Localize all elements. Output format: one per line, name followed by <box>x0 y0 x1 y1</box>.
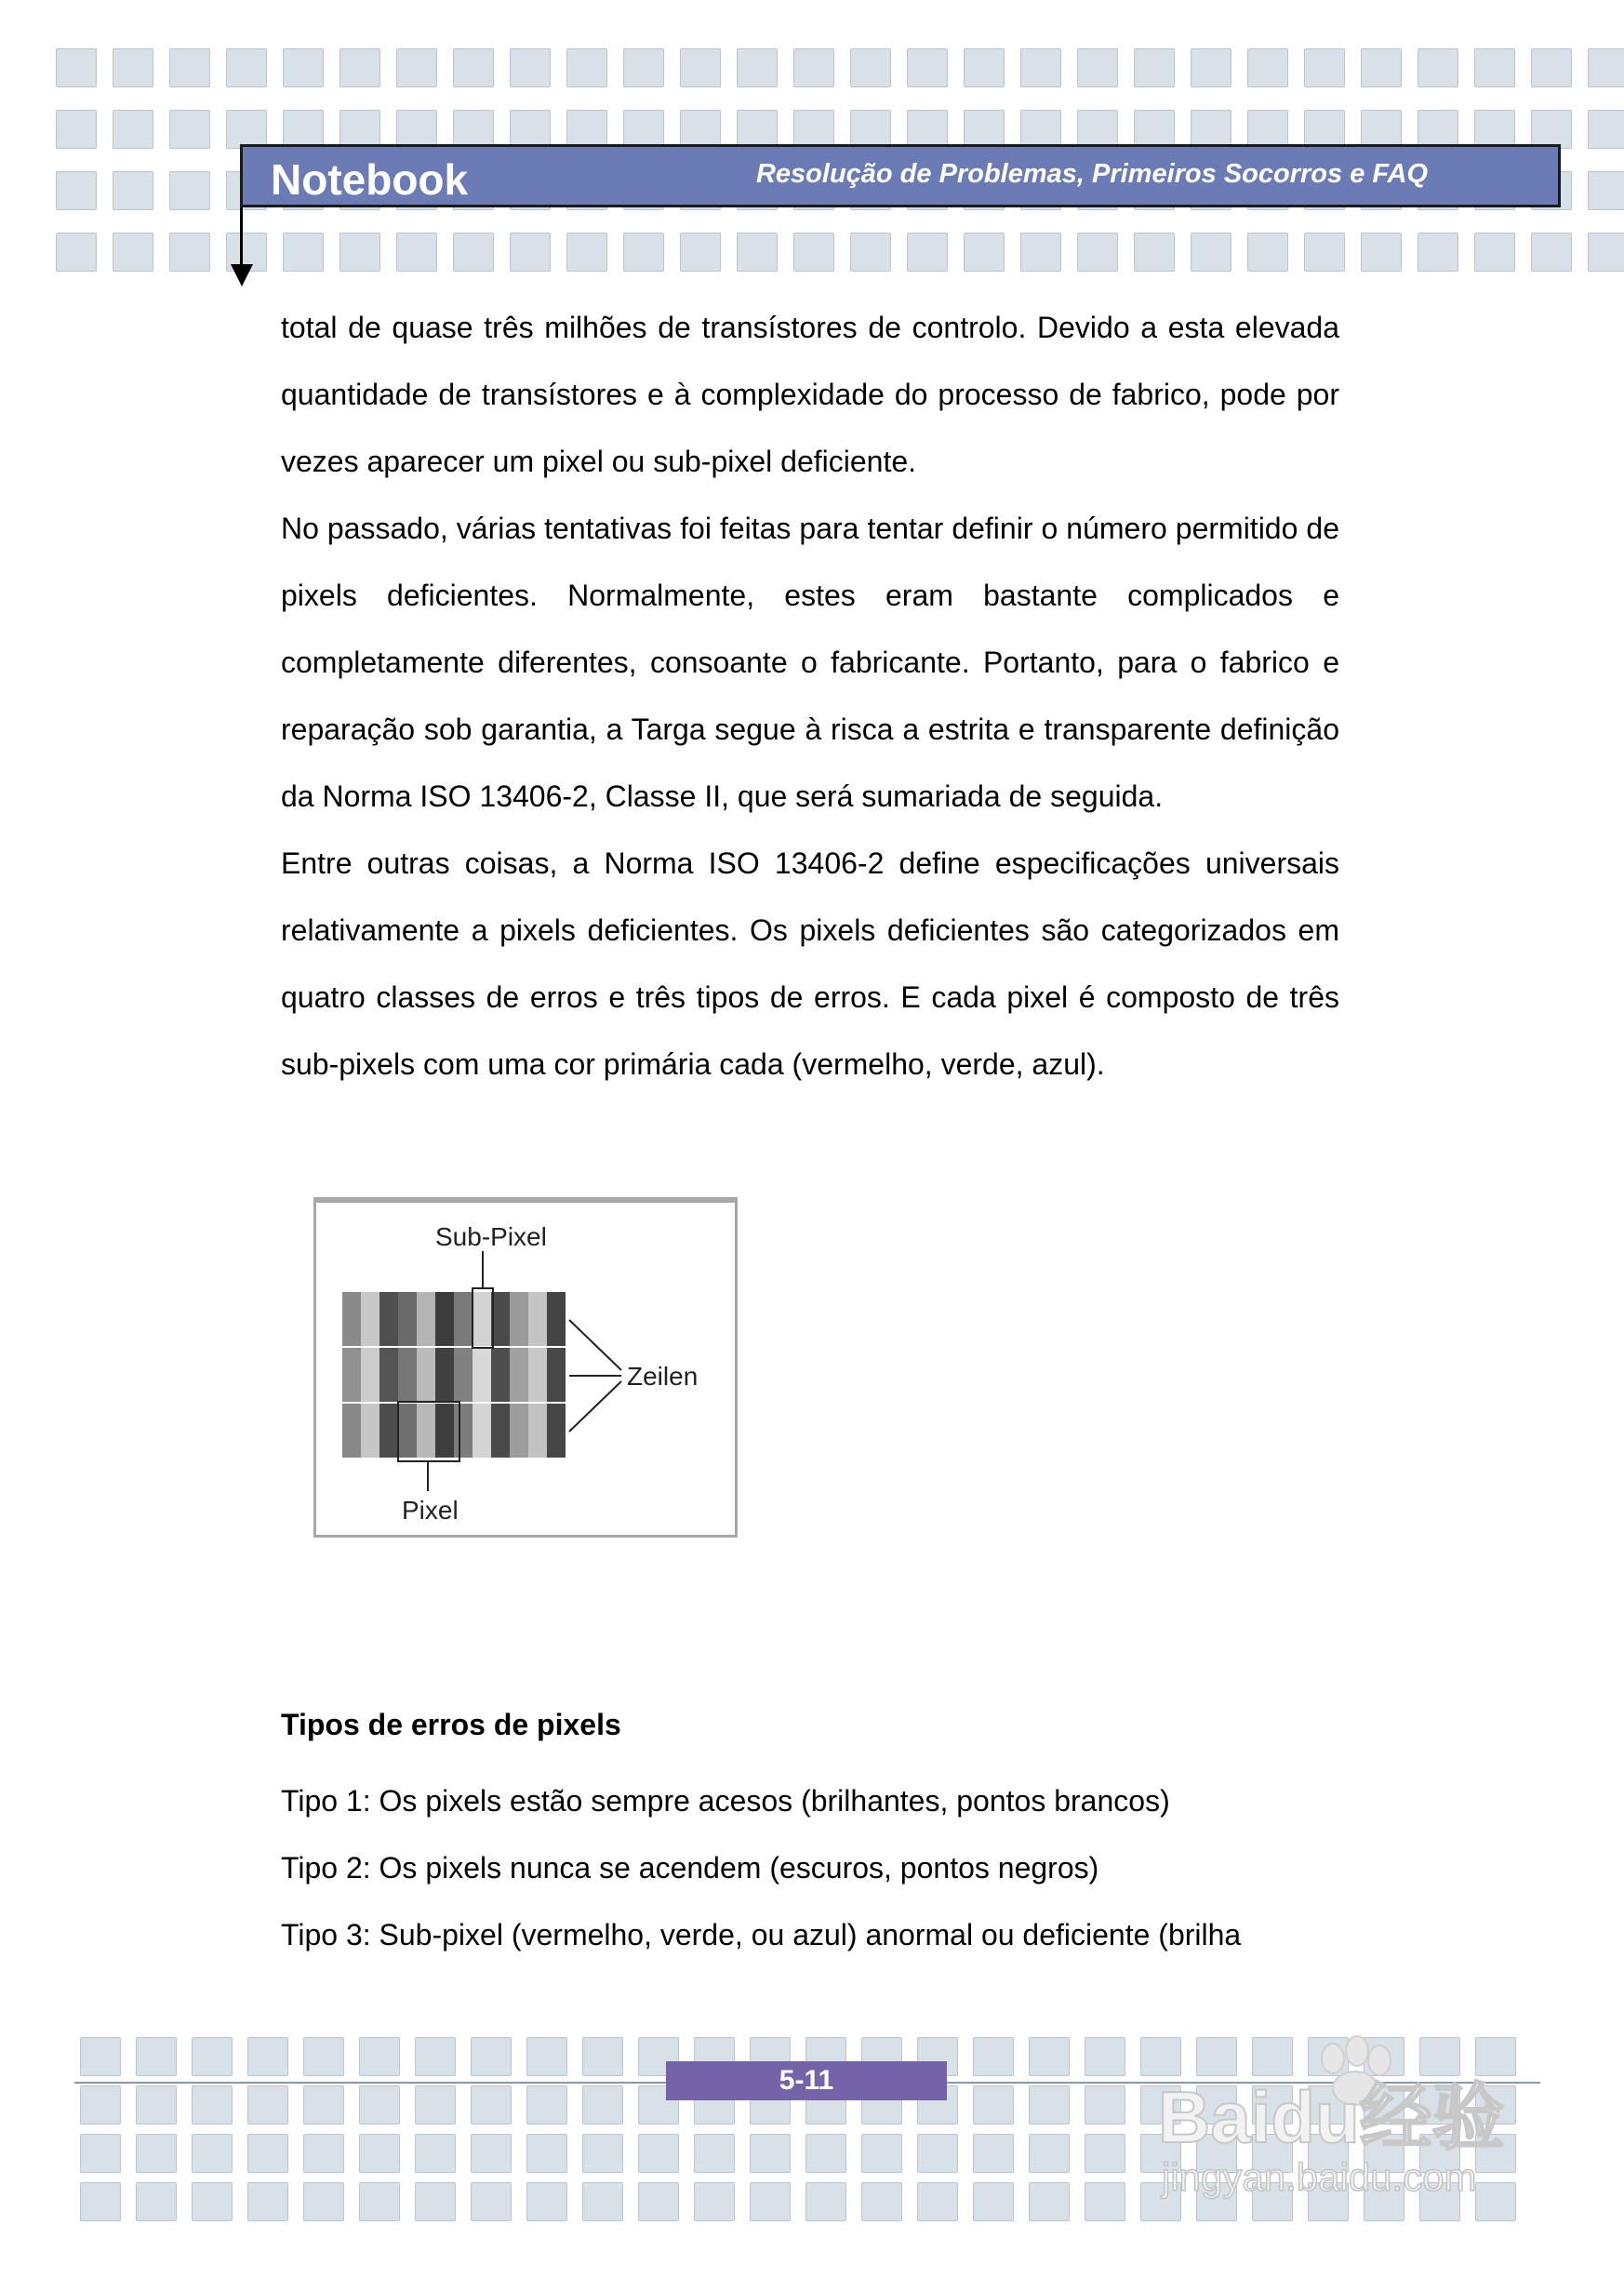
decor-tile <box>964 48 1005 87</box>
decor-tile <box>582 2037 623 2076</box>
decor-tile <box>1029 2085 1070 2125</box>
decor-tile <box>850 110 891 149</box>
decor-tile <box>793 110 834 149</box>
header-title: Notebook <box>271 155 469 204</box>
decor-tile <box>737 110 778 149</box>
decor-tile <box>850 233 891 272</box>
decor-tile <box>113 233 153 272</box>
decor-tile <box>582 2134 623 2173</box>
decor-tile <box>694 2134 735 2173</box>
decor-tile <box>415 2085 456 2125</box>
decor-tile <box>1531 48 1572 87</box>
decor-tile <box>793 233 834 272</box>
decor-tile <box>680 48 721 87</box>
decor-tile <box>805 2182 846 2221</box>
decor-tile <box>1361 48 1402 87</box>
list-item: Tipo 1: Os pixels estão sempre acesos (brilhantes, pontos brancos) <box>281 1784 1170 1818</box>
decor-tile <box>303 2134 344 2173</box>
decor-tile <box>1020 48 1061 87</box>
decor-tile <box>1531 233 1572 272</box>
watermark-url: jingyan.baidu.com <box>1162 2155 1477 2199</box>
decor-tile <box>192 2037 233 2076</box>
decor-tile <box>283 233 324 272</box>
decor-tile <box>56 110 97 149</box>
decor-tile <box>396 48 437 87</box>
decor-tile <box>283 48 324 87</box>
decor-tile <box>80 2134 121 2173</box>
header-band <box>240 144 1561 207</box>
decor-tile <box>136 2134 177 2173</box>
decor-tile <box>359 2134 400 2173</box>
page-number: 5-11 <box>666 2061 947 2100</box>
decor-tile <box>973 2037 1014 2076</box>
decor-tile <box>1588 48 1624 87</box>
decor-tile <box>1077 233 1118 272</box>
decor-tile <box>303 2182 344 2221</box>
decor-tile <box>1247 48 1288 87</box>
decor-tile <box>1474 48 1515 87</box>
decor-tile <box>226 110 267 149</box>
decor-tile <box>136 2182 177 2221</box>
decor-tile <box>510 48 551 87</box>
decor-tile <box>1418 48 1458 87</box>
pixel-diagram <box>313 1197 738 1538</box>
decor-tile <box>526 2182 567 2221</box>
decor-tile <box>113 48 153 87</box>
decor-tile <box>247 2182 288 2221</box>
decor-tile <box>471 2134 512 2173</box>
decor-tile <box>136 2037 177 2076</box>
decor-tile <box>192 2085 233 2125</box>
decor-tile <box>359 2182 400 2221</box>
decor-tile <box>192 2182 233 2221</box>
decor-tile <box>1077 110 1118 149</box>
decor-tile <box>1418 110 1458 149</box>
decor-tile <box>339 110 380 149</box>
decor-tile <box>1085 2085 1125 2125</box>
decor-tile <box>973 2085 1014 2125</box>
section-heading: Tipos de erros de pixels <box>281 1708 621 1741</box>
decor-tile <box>247 2085 288 2125</box>
decor-tile <box>1474 233 1515 272</box>
decor-tile <box>113 110 153 149</box>
decor-tile <box>80 2085 121 2125</box>
decor-tile <box>1085 2182 1125 2221</box>
decor-tile <box>1134 110 1175 149</box>
decor-tile <box>917 2182 958 2221</box>
decor-tile <box>169 171 210 210</box>
decor-tile <box>964 233 1005 272</box>
decor-tile <box>737 48 778 87</box>
decor-tile <box>56 48 97 87</box>
decor-tile <box>1085 2037 1125 2076</box>
decor-tile <box>566 110 607 149</box>
decor-tile <box>169 48 210 87</box>
decor-tile <box>1029 2037 1070 2076</box>
decor-tile <box>471 2085 512 2125</box>
decor-tile <box>861 2182 902 2221</box>
list-item: Tipo 2: Os pixels nunca se acendem (escuros, pontos negros) <box>281 1851 1099 1885</box>
decor-tile <box>247 2134 288 2173</box>
paragraph-2: No passado, várias tentativas foi feitas para tentar definir o número permitido de pixels deficientes. Normalmente, estes eram bastante complicados e completamente diferentes, consoante o fabricante. Portanto, para o fabrico e reparação sob garantia, a Targa segue à risca a estrita e transparente definição da Norma ISO 13406-2, Classe II, que será sumariada de seguida. <box>281 512 1339 813</box>
decor-tile <box>1191 110 1231 149</box>
decor-tile <box>510 233 551 272</box>
header-arrow-line <box>240 207 243 265</box>
decor-tile <box>56 171 97 210</box>
list-item: Tipo 3: Sub-pixel (vermelho, verde, ou azul) anormal ou deficiente (brilha <box>281 1918 1242 1952</box>
decor-tile <box>359 2037 400 2076</box>
decor-tile <box>247 2037 288 2076</box>
decor-tile <box>339 48 380 87</box>
decor-tile <box>623 233 664 272</box>
decor-tile <box>750 2134 791 2173</box>
decor-tile <box>907 110 948 149</box>
decor-tile <box>737 233 778 272</box>
decor-tile <box>113 171 153 210</box>
decor-tile <box>1361 110 1402 149</box>
decor-tile <box>582 2085 623 2125</box>
decor-tile <box>80 2182 121 2221</box>
decor-tile <box>80 2037 121 2076</box>
decor-tile <box>226 48 267 87</box>
paragraph-1: total de quase três milhões de transístores de controlo. Devido a esta elevada quantidade de transístores e à complexidade do processo de fabrico, pode por vezes aparecer um pixel ou sub-pixel deficiente. <box>281 311 1339 478</box>
decor-tile <box>526 2037 567 2076</box>
decor-tile <box>623 110 664 149</box>
decor-tile <box>303 2085 344 2125</box>
decor-tile <box>973 2182 1014 2221</box>
decor-tile <box>694 2182 735 2221</box>
decor-tile <box>1020 233 1061 272</box>
decor-tile <box>1304 233 1345 272</box>
decor-tile <box>1085 2134 1125 2173</box>
decor-tile <box>1247 233 1288 272</box>
decor-tile <box>1247 110 1288 149</box>
decor-tile <box>510 110 551 149</box>
header-arrow-head-icon <box>231 264 253 286</box>
decor-tile <box>964 110 1005 149</box>
subpixel-grid <box>342 1292 566 1458</box>
decor-tile <box>750 2182 791 2221</box>
decor-tile <box>680 233 721 272</box>
header-subtitle: Resolução de Problemas, Primeiros Socorros e FAQ <box>755 159 1428 189</box>
decor-tile <box>861 2134 902 2173</box>
pixel-label: Pixel <box>402 1496 459 1525</box>
decor-tile <box>169 233 210 272</box>
decor-tile <box>396 233 437 272</box>
decor-tile <box>917 2134 958 2173</box>
watermark-logo: Baidu经验 <box>1158 2076 1505 2158</box>
decor-tile <box>415 2182 456 2221</box>
decor-tile <box>1361 233 1402 272</box>
error-type-list <box>281 1767 1339 1968</box>
decor-tile <box>415 2134 456 2173</box>
decor-tile <box>526 2085 567 2125</box>
decor-tile <box>1418 233 1458 272</box>
rows-label: Zeilen <box>627 1362 699 1391</box>
decor-tile <box>1588 110 1624 149</box>
decor-tile <box>638 2182 679 2221</box>
decor-tile <box>907 48 948 87</box>
decor-tile <box>453 233 494 272</box>
decor-tile <box>1191 233 1231 272</box>
baidu-watermark <box>1149 2023 1558 2209</box>
decor-tile <box>1191 48 1231 87</box>
decor-tile <box>1020 110 1061 149</box>
decor-tile <box>973 2134 1014 2173</box>
decor-tile <box>1077 48 1118 87</box>
decor-tile <box>907 233 948 272</box>
decor-tile <box>638 2134 679 2173</box>
decor-tile <box>566 48 607 87</box>
decor-tile <box>136 2085 177 2125</box>
decor-tile <box>623 48 664 87</box>
decor-tile <box>415 2037 456 2076</box>
decor-tile <box>1474 110 1515 149</box>
decor-tile <box>582 2182 623 2221</box>
decor-tile <box>471 2182 512 2221</box>
decor-tile <box>1531 110 1572 149</box>
decor-tile <box>566 233 607 272</box>
decor-tile <box>850 48 891 87</box>
decor-tile <box>1304 48 1345 87</box>
paragraph-3: Entre outras coisas, a Norma ISO 13406-2 define especificações universais relativamente a pixels deficientes. Os pixels deficientes são categorizados em quatro classes de erros e três tipos de erros. E cada pixel é composto de três sub-pixels com uma cor primária cada (vermelho, verde, azul). <box>281 846 1339 1081</box>
decor-tile <box>1029 2134 1070 2173</box>
decor-tile <box>526 2134 567 2173</box>
decor-tile <box>1588 233 1624 272</box>
decor-tile <box>56 233 97 272</box>
decor-tile <box>169 110 210 149</box>
body-text <box>281 294 1339 1098</box>
subpixel-label: Sub-Pixel <box>435 1222 547 1251</box>
decor-tile <box>805 2134 846 2173</box>
decor-tile <box>396 110 437 149</box>
decor-tile <box>339 233 380 272</box>
decor-tile <box>1029 2182 1070 2221</box>
decor-tile <box>192 2134 233 2173</box>
decor-tile <box>1134 233 1175 272</box>
decor-tile <box>680 110 721 149</box>
decor-tile <box>453 110 494 149</box>
decor-tile <box>303 2037 344 2076</box>
decor-tile <box>793 48 834 87</box>
decor-tile <box>453 48 494 87</box>
decor-tile <box>1304 110 1345 149</box>
decor-tile <box>1134 48 1175 87</box>
pixel-diagram-svg <box>316 1203 735 1535</box>
decor-tile <box>471 2037 512 2076</box>
decor-tile <box>359 2085 400 2125</box>
decor-tile <box>1588 171 1624 210</box>
decor-tile <box>283 110 324 149</box>
